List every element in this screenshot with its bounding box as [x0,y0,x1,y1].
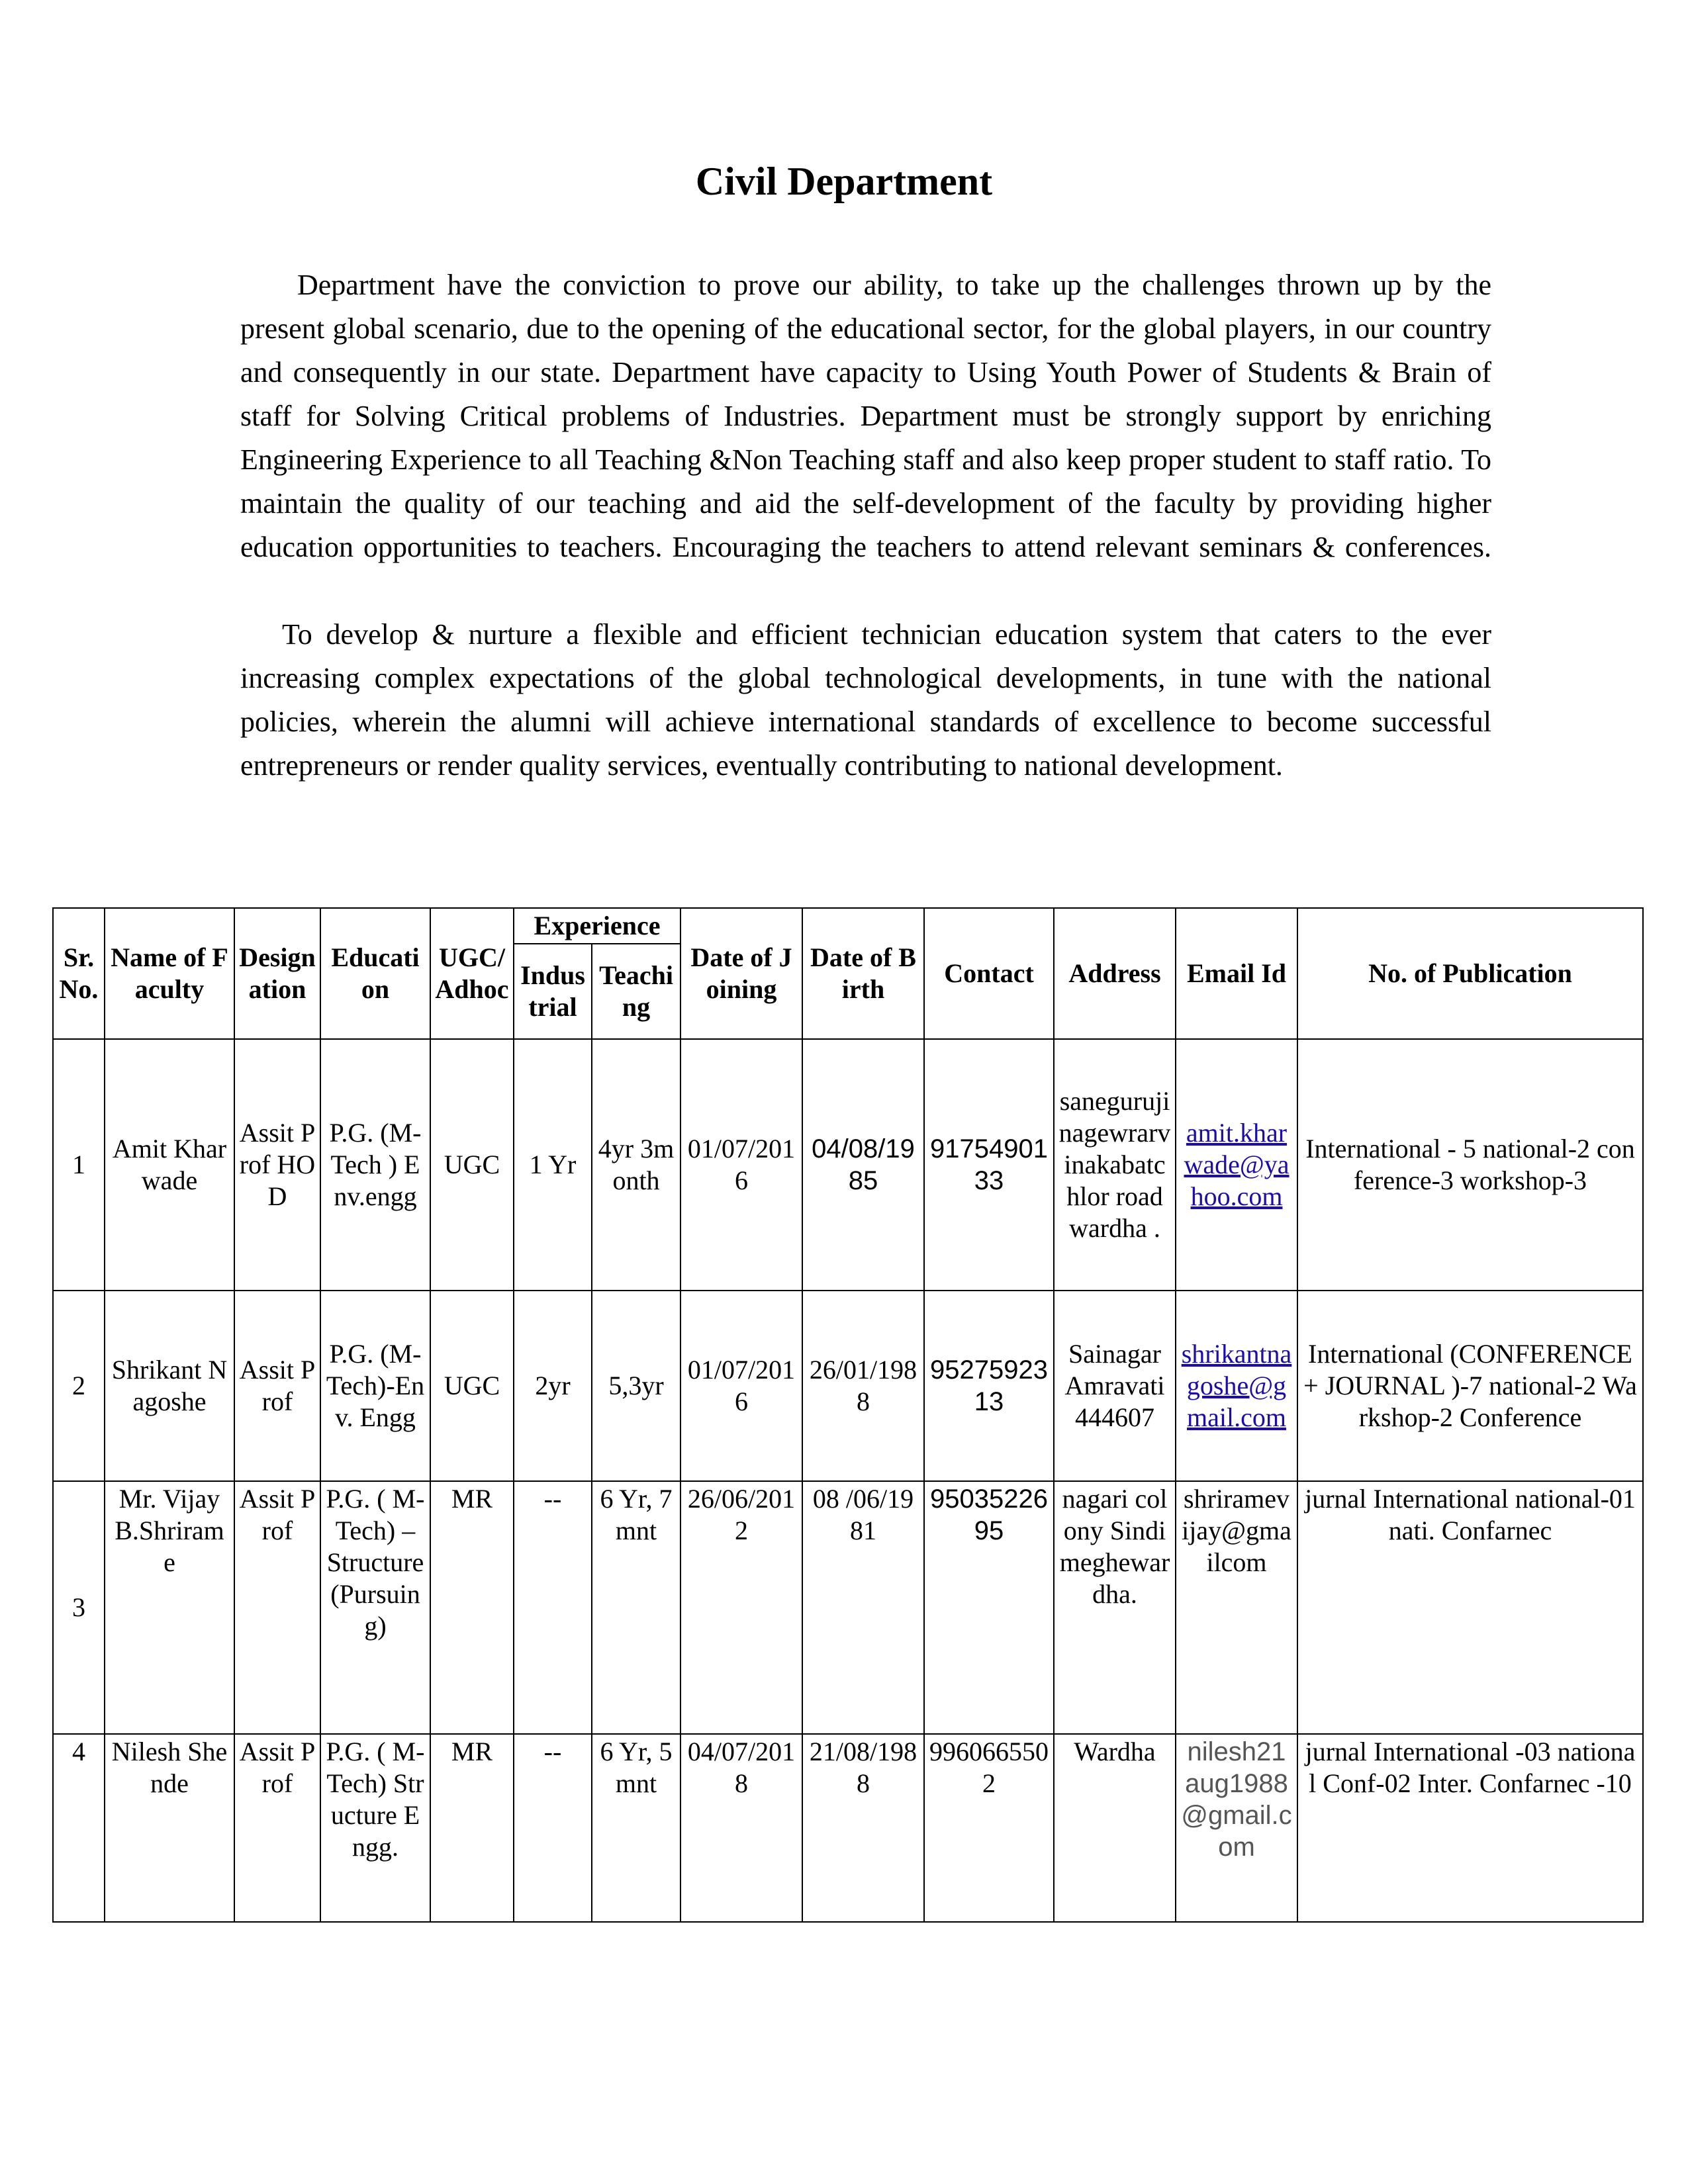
page-title: Civil Department [695,159,993,203]
cell-ugc: MR [430,1481,514,1734]
cell-address: nagari colony Sindimeghewardha. [1054,1481,1176,1734]
cell-publication: jurnal International -03 national Conf-02 Inter. Confarnec -10 [1297,1734,1643,1922]
cell-dob: 26/01/1988 [802,1291,924,1481]
cell-contact: 9503522695 [924,1481,1054,1734]
cell-contact: 9960665502 [924,1734,1054,1922]
header-srno: Sr. No. [53,908,105,1039]
cell-publication: International - 5 national-2 conference-3 workshop-3 [1297,1039,1643,1291]
header-teaching: Teaching [592,944,680,1039]
cell-address: Sainagar Amravati 444607 [1054,1291,1176,1481]
header-experience: Experience [514,908,680,944]
header-address: Address [1054,908,1176,1039]
cell-teaching: 6 Yr, 5 mnt [592,1734,680,1922]
cell-email: nilesh21aug1988@gmail.com [1176,1734,1297,1922]
cell-designation: Assit Prof [234,1291,320,1481]
cell-dob: 08 /06/1981 [802,1481,924,1734]
cell-contact: 9527592313 [924,1291,1054,1481]
table-row [53,1039,1643,1291]
cell-teaching: 5,3yr [592,1291,680,1481]
header-publication: No. of Publication [1297,908,1643,1039]
cell-email: shriramevijay@gmailcom [1176,1481,1297,1734]
cell-srno: 4 [53,1734,105,1922]
header-contact: Contact [924,908,1054,1039]
header-name: Name of Faculty [105,908,234,1039]
cell-education: P.G. ( M-Tech) – Structure (Pursuing) [320,1481,430,1734]
header-email: Email Id [1176,908,1297,1039]
cell-address: sanegurujinagewrarvinakabatchlor road wardha . [1054,1039,1176,1291]
intro-paragraph-1: Department have the conviction to prove our ability, to take up the challenges thrown up by the present global scenario, due to the opening of the educational sector, for the global players, in our country and consequently in our state. Department have capacity to Using Youth Power of Students & Brain of staff for Solving Critical problems of Industries. Department must be strongly support by enriching Engineering Experience to all Teaching &Non Teaching staff and also keep proper student to staff ratio. To maintain the quality of our teaching and aid the self-development of the faculty by providing higher education opportunities to teachers. Encouraging the teachers to attend relevant seminars & conferences. [240,269,1491,563]
header-doj: Date of Joining [680,908,802,1039]
cell-designation: Assit Prof [234,1481,320,1734]
cell-name: Nilesh Shende [105,1734,234,1922]
cell-industrial: -- [514,1481,592,1734]
cell-industrial: -- [514,1734,592,1922]
cell-designation: Assit Prof HOD [234,1039,320,1291]
cell-dob: 21/08/1988 [802,1734,924,1922]
cell-ugc: UGC [430,1039,514,1291]
header-industrial: Industrial [514,944,592,1039]
cell-name: Mr. Vijay B.Shrirame [105,1481,234,1734]
cell-doj: 01/07/2016 [680,1291,802,1481]
cell-address: Wardha [1054,1734,1176,1922]
table-row [53,1481,1643,1734]
cell-dob: 04/08/1985 [802,1039,924,1291]
cell-email [1176,1291,1297,1481]
cell-industrial: 2yr [514,1291,592,1481]
cell-industrial: 1 Yr [514,1039,592,1291]
cell-publication: jurnal International national-01 nati. Confarnec [1297,1481,1643,1734]
cell-name: Shrikant Nagoshe [105,1291,234,1481]
cell-doj: 26/06/2012 [680,1481,802,1734]
cell-srno: 1 [53,1039,105,1291]
cell-email [1176,1039,1297,1291]
email-link[interactable]: shrikantnagoshe@gmail.com [1181,1339,1292,1432]
email-link[interactable]: amit.kharwade@yahoo.com [1184,1118,1289,1211]
table-row [53,1734,1643,1922]
cell-srno: 2 [53,1291,105,1481]
cell-education: P.G. ( M-Tech) Structure Engg. [320,1734,430,1922]
cell-education: P.G. (M-Tech)-Env. Engg [320,1291,430,1481]
cell-teaching: 6 Yr, 7 mnt [592,1481,680,1734]
cell-teaching: 4yr 3month [592,1039,680,1291]
header-education: Education [320,908,430,1039]
header-dob: Date of Birth [802,908,924,1039]
cell-doj: 01/07/2016 [680,1039,802,1291]
cell-doj: 04/07/2018 [680,1734,802,1922]
cell-ugc: UGC [430,1291,514,1481]
cell-education: P.G. (M-Tech ) Env.engg [320,1039,430,1291]
cell-srno: 3 [53,1481,105,1734]
table-row [53,1291,1643,1481]
faculty-table [52,907,1644,1923]
cell-ugc: MR [430,1734,514,1922]
intro-paragraph-2: To develop & nurture a flexible and efficient technician education system that caters to the ever increasing complex expectations of the global technological developments, in tune with the national policies, wherein the alumni will achieve international standards of excellence to become successful entrepreneurs or render quality services, eventually contributing to national development. [240,618,1491,782]
cell-contact: 9175490133 [924,1039,1054,1291]
cell-designation: Assit Prof [234,1734,320,1922]
header-ugc: UGC/ Adhoc [430,908,514,1039]
cell-publication: International (CONFERENCE+ JOURNAL )-7 national-2 Warkshop-2 Conference [1297,1291,1643,1481]
cell-name: Amit Kharwade [105,1039,234,1291]
header-designation: Designation [234,908,320,1039]
